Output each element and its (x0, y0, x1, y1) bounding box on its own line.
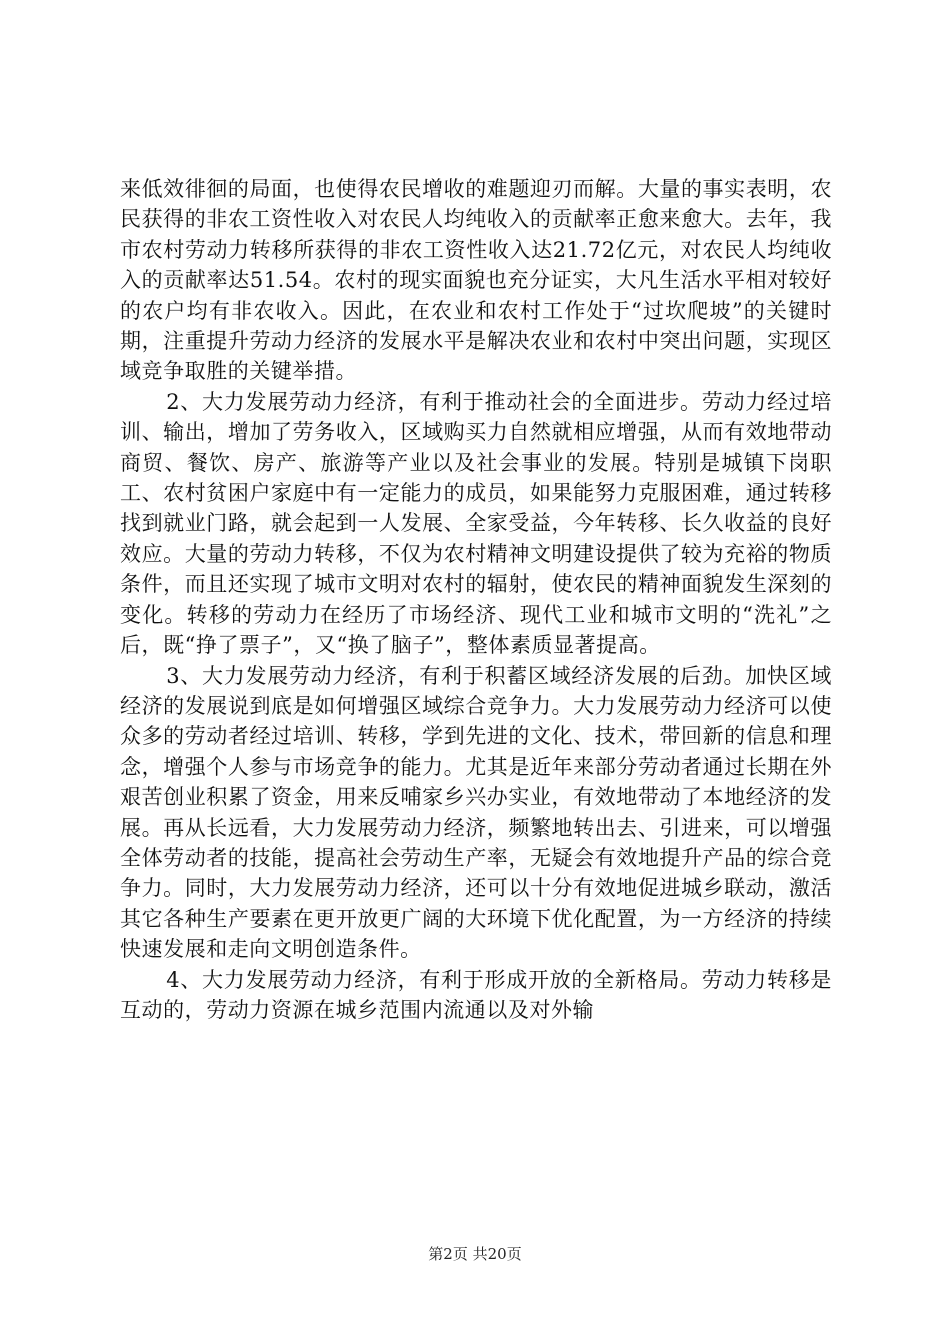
paragraph-continuation: 来低效徘徊的局面，也使得农民增收的难题迎刃而解。大量的事实表明，农民获得的非农工资性收入对农民人均纯收入的贡献率正愈来愈大。去年，我市农村劳动力转移所获得的非农工资性收入达21.72亿元，对农民人均纯收入的贡献率达51.54。农村的现实面貌也充分证实，大凡生活水平相对较好的农户均有非农收入。因此，在农业和农村工作处于“过坎爬坡”的关键时期，注重提升劳动力经济的发展水平是解决农业和农村中突出问题，实现区域竞争取胜的关键举措。 (120, 177, 832, 384)
paragraph-point-3: 3、大力发展劳动力经济，有利于积蓄区域经济发展的后劲。加快区域经济的发展说到底是如何增强区域综合竞争力。大力发展劳动力经济可以使众多的劳动者经过培训、转移，学到先进的文化、技术，带回新的信息和理念，增强个人参与市场竞争的能力。尤其是近年来部分劳动者通过长期在外艰苦创业积累了资金，用来反哺家乡兴办实业，有效地带动了本地经济的发展。再从长远看，大力发展劳动力经济，频繁地转出去、引进来，可以增强全体劳动者的技能，提高社会劳动生产率，无疑会有效地提升产品的综合竞争力。同时，大力发展劳动力经济，还可以十分有效地促进城乡联动，激活其它各种生产要素在更开放更广阔的大环境下优化配置，为一方经济的持续快速发展和走向文明创造条件。 (120, 663, 832, 962)
page-number-label: 第2页 共20页 (428, 1245, 522, 1263)
page-footer (0, 1243, 950, 1264)
document-body (120, 174, 832, 1025)
paragraph-point-2: 2、大力发展劳动力经济，有利于推动社会的全面进步。劳动力经过培训、输出，增加了劳务收入，区域购买力自然就相应增强，从而有效地带动商贸、餐饮、房产、旅游等产业以及社会事业的发展。特别是城镇下岗职工、农村贫困户家庭中有一定能力的成员，如果能努力克服困难，通过转移找到就业门路，就会起到一人发展、全家受益，今年转移、长久收益的良好效应。大量的劳动力转移，不仅为农村精神文明建设提供了较为充裕的物质条件，而且还实现了城市文明对农村的辐射，使农民的精神面貌发生深刻的变化。转移的劳动力在经历了市场经济、现代工业和城市文明的“洗礼”之后，既“挣了票子”，又“换了脑子”，整体素质显著提高。 (120, 389, 832, 658)
paragraph-point-4: 4、大力发展劳动力经济，有利于形成开放的全新格局。劳动力转移是互动的，劳动力资源在城乡范围内流通以及对外输 (120, 967, 832, 1022)
